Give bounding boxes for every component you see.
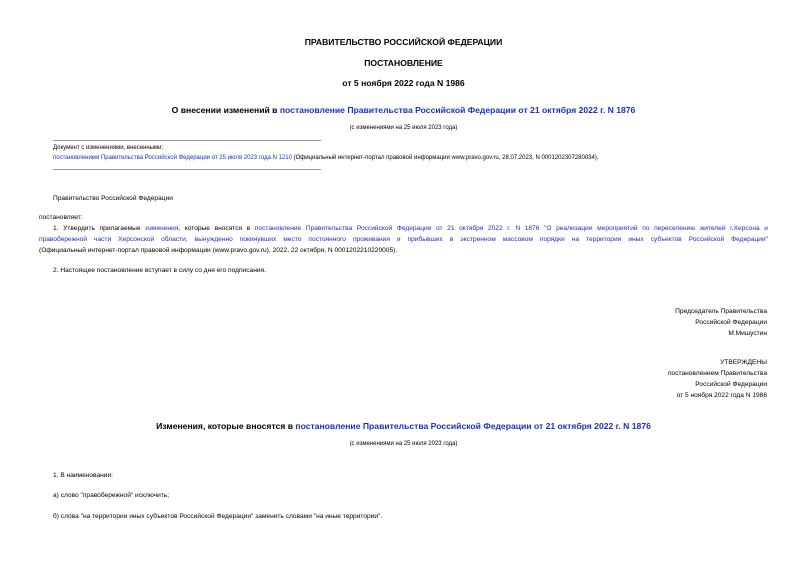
document-type: ПОСТАНОВЛЕНИЕ [364,58,443,68]
item-1a: а) слово "правобережной" исключить; [53,492,170,499]
edition-note: (с изменениями на 25 июля 2023 года) [349,125,458,131]
decree-1876-link[interactable]: постановление Правительства Российской Федерации от 21 октября 2022 г. N 1876 "О реализации мероприятий по переселению жителей г.Херсона и [254,225,768,232]
p1-line2[interactable]: правобережной части Херсонской области, вынужденно покинувших место постоянного проживания и прибывших в экстренном массовом порядке на территории иных субъектов Российской Федерации" [39,236,768,243]
changes-edition-note: (с изменениями на 25 июля 2023 года) [349,441,458,447]
government-title: ПРАВИТЕЛЬСТВО РОССИЙСКОЙ ФЕДЕРАЦИИ [304,37,503,47]
changes-intro: Документ с изменениями, внесенными: [53,145,164,151]
document-date: от 5 ноября 2022 года N 1986 [342,78,465,88]
changes-title-prefix: Изменения, которые вносятся в [156,421,296,431]
changes-source-rest: (Официальный интернет-портал правовой информации www.pravo.gov.ru, 28.07.2023, N 0001202307280034). [291,155,599,161]
approved-date: от 5 ноября 2022 года N 1986 [676,392,767,399]
approved-by: постановлением Правительства [667,370,767,377]
approved-heading: УТВЕРЖДЕНЫ [720,359,767,366]
approved-org: Российской Федерации [695,381,767,388]
signature-title: Председатель Правительства [675,308,767,315]
amending-decree-link[interactable]: постановлением Правительства Российской Федерации от 25 июля 2023 года N 1210 [53,155,292,161]
p1-line3: (Официальный интернет-портал правовой информации (www.pravo.gov.ru), 2022, 22 октября, N 0001202210220005). [39,247,398,254]
p2: 2. Настоящее постановление вступает в силу со дня его подписания. [53,267,266,274]
changes-source [53,155,599,161]
amended-decree-link[interactable]: постановление Правительства Российской Федерации от 21 октября 2022 г. N 1876 [279,105,636,115]
signature-name: М.Мишустин [728,330,767,337]
changes-link[interactable]: изменения [145,225,179,232]
note-bottom-rule [53,169,321,170]
p1-line1: 1. Утвердить прилагаемые изменения, которые вносятся в постановление Правительства Российской Федерации от 21 октября 2022 г. N 1876 "О реализации мероприятий по переселению жителей г.Херсона и [53,225,768,232]
item-1: 1. В наименовании: [53,472,113,479]
decrees-line: постановляет: [39,214,83,221]
item-1b: б) слова "на территории иных субъектов Российской Федерации" заменить словами "на иные территории". [53,513,383,520]
changes-decree-link[interactable]: постановление Правительства Российской Федерации от 21 октября 2022 г. N 1876 [295,421,651,431]
document-title [0,105,807,115]
signature-org: Российской Федерации [695,319,767,326]
title-prefix: О внесении изменений в [171,105,280,115]
changes-title [0,421,807,431]
note-top-rule [53,140,321,141]
government-line: Правительство Российской Федерации [53,195,173,202]
